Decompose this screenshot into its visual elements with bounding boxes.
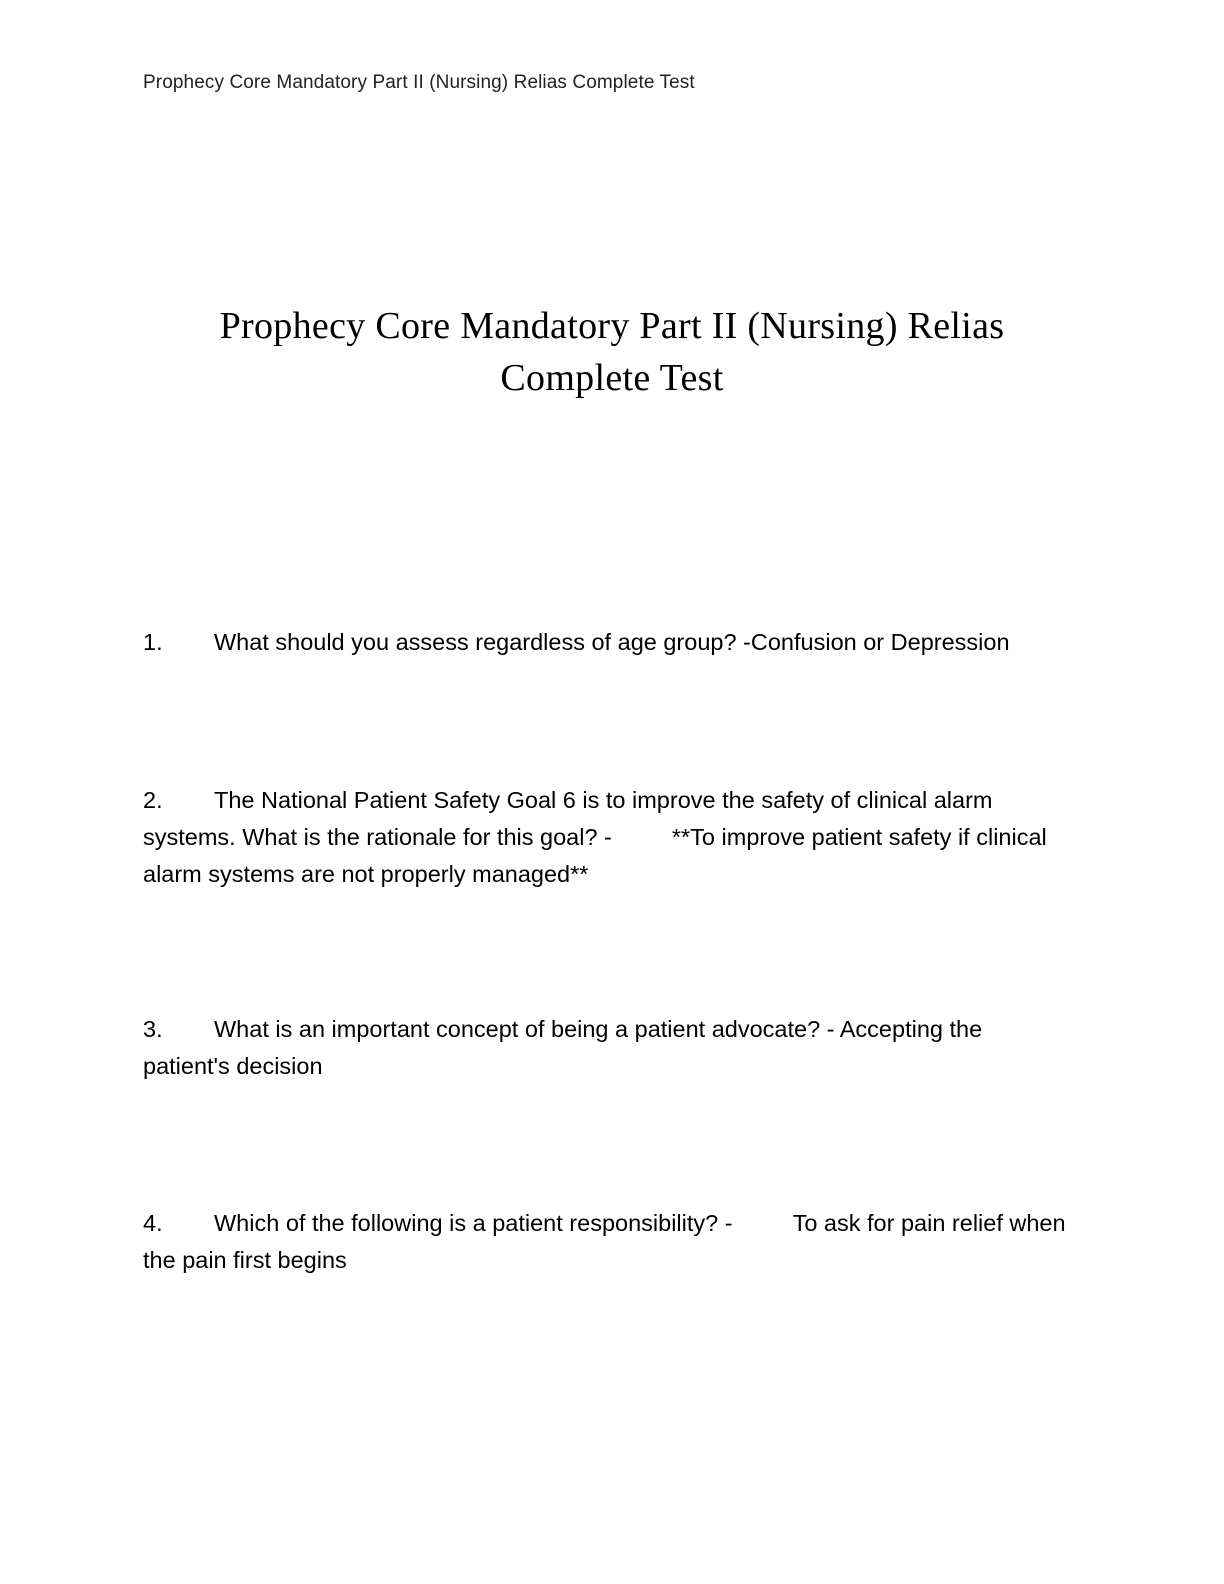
running-header: Prophecy Core Mandatory Part II (Nursing) Relias Complete Test	[143, 72, 695, 93]
answer-text: Confusion or Depression	[750, 629, 1010, 655]
answer-text: **To improve patient safety if clinical alarm systems are not properly managed**	[143, 824, 1047, 887]
document-title-line-2: Complete Test	[500, 357, 724, 399]
question-number: 4.	[143, 1210, 163, 1236]
question-item-2	[143, 782, 1073, 893]
question-text: What should you assess regardless of age group? -	[214, 629, 751, 655]
document-title	[140, 300, 1084, 404]
answer-text: To ask for pain relief when the pain first begins	[143, 1210, 1066, 1273]
question-text: Which of the following is a patient responsibility? -	[214, 1210, 733, 1236]
question-item-3	[143, 1011, 1073, 1085]
document-title-line-1: Prophecy Core Mandatory Part II (Nursing) Relias	[219, 305, 1005, 347]
question-text: What is an important concept of being a patient advocate? -	[214, 1016, 835, 1042]
question-number: 2.	[143, 787, 163, 813]
question-item-4	[143, 1205, 1073, 1279]
question-number: 1.	[143, 629, 163, 655]
question-item-1	[143, 624, 1073, 661]
answer-text: Accepting the patient's decision	[143, 1016, 983, 1079]
question-text: The National Patient Safety Goal 6 is to improve the safety of clinical alarm systems. What is the rationale for this goal? -	[143, 787, 993, 850]
question-number: 3.	[143, 1016, 163, 1042]
